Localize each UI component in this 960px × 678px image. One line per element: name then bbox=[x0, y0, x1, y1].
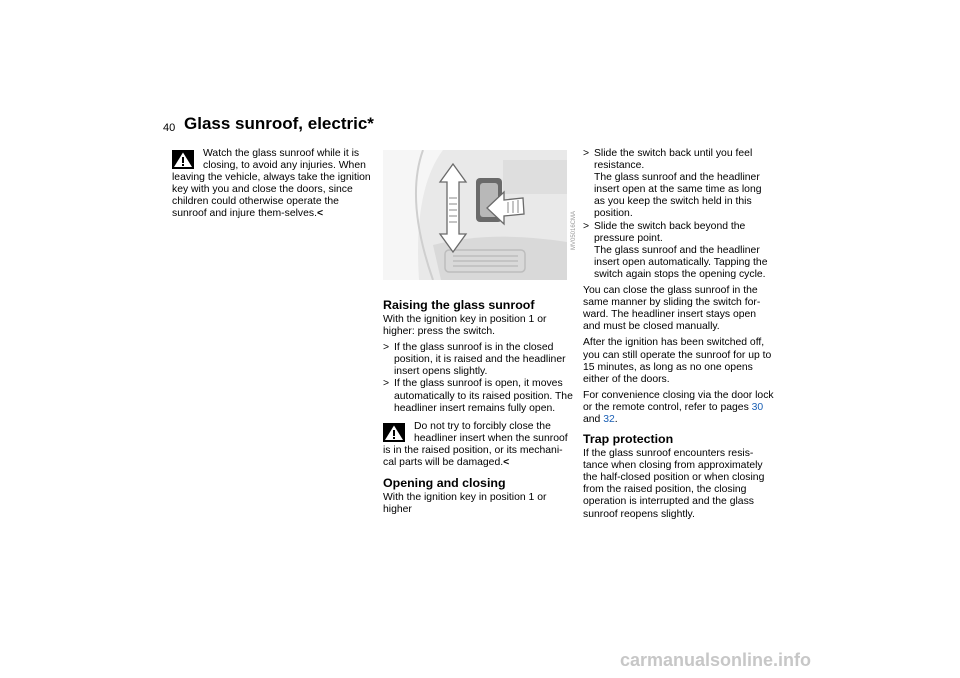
warning-icon bbox=[383, 423, 405, 442]
convenience-text: For convenience closing via the door lock or the remote control, refer to pages bbox=[583, 389, 774, 413]
list-item-continuation: The glass sunroof and the headliner insert open at the same time as long as you keep the switch held in this position. bbox=[594, 172, 762, 220]
trap-protection-paragraph: If the glass sunroof encounters resis-tance when closing from approximately the half-closed position or when closing from the raised position, the closing operation is interrupted and the glass sunroof reopens slightly. bbox=[583, 448, 765, 520]
list-item-text: If the glass sunroof is open, it moves automatically to its raised position. The headliner insert remains fully open. bbox=[394, 378, 573, 414]
watermark: carmanualsonline.info bbox=[620, 650, 812, 670]
closing-paragraph: You can close the glass sunroof in the same manner by sliding the switch for-ward. The headliner insert stays open and must be closed manually. bbox=[583, 285, 761, 333]
warning-icon bbox=[172, 150, 194, 169]
warning-note bbox=[172, 148, 375, 221]
section-heading-trap-protection: Trap protection bbox=[583, 432, 674, 447]
list-item bbox=[583, 148, 775, 221]
column-1 bbox=[172, 148, 375, 221]
column-3 bbox=[583, 148, 775, 525]
page-title: Glass sunroof, electric* bbox=[184, 114, 374, 133]
convenience-paragraph bbox=[583, 390, 775, 426]
raising-intro: With the ignition key in position 1 or higher: press the switch. bbox=[383, 314, 547, 338]
list-item-text: Slide the switch back until you feel resistance. bbox=[594, 148, 753, 172]
section-heading-opening: Opening and closing bbox=[383, 476, 506, 491]
figure-code: MV05016CMA bbox=[571, 210, 577, 250]
page-link-32[interactable]: 32 bbox=[603, 413, 615, 425]
warning-note bbox=[383, 421, 575, 469]
list-item-text: If the glass sunroof is in the closed position, it is raised and the headliner insert opens slightly. bbox=[394, 342, 566, 378]
end-mark: < bbox=[503, 457, 510, 469]
bullet-mark: > bbox=[383, 378, 390, 390]
sunroof-switch-illustration bbox=[383, 150, 567, 280]
column-2 bbox=[383, 298, 575, 520]
list-item-text: Slide the switch back beyond the pressure point. bbox=[594, 220, 746, 244]
warning-text: Do not try to forcibly close the headliner insert when the sunroof is in the raised position, or its mechani-cal parts will be damaged. bbox=[383, 420, 568, 469]
ignition-off-paragraph: After the ignition has been switched off, you can still operate the sunroof for up to 15 minutes, as long as no one opens either of the doors. bbox=[583, 337, 772, 385]
sentence-end: . bbox=[614, 413, 618, 425]
bullet-mark: > bbox=[383, 342, 390, 354]
list-item bbox=[383, 378, 575, 414]
bullet-mark: > bbox=[583, 220, 590, 232]
end-mark: < bbox=[316, 208, 324, 220]
conjunction-text: and bbox=[583, 413, 601, 425]
opening-intro: With the ignition key in position 1 or higher bbox=[383, 492, 547, 516]
bullet-mark: > bbox=[583, 148, 590, 159]
list-item bbox=[583, 221, 775, 281]
list-item bbox=[383, 342, 575, 378]
section-heading-raising: Raising the glass sunroof bbox=[383, 298, 535, 312]
page-link-30[interactable]: 30 bbox=[751, 401, 764, 413]
page-number: 40 bbox=[163, 122, 176, 134]
list-item-continuation: The glass sunroof and the headliner insert open automatically. Tapping the switch again stops the opening cycle. bbox=[594, 244, 768, 280]
warning-text: Watch the glass sunroof while it is closing, to avoid any injuries. When leaving the vehicle, always take the ignition key with you and close the doors, since children could otherwise operate the sunroof and injure them-selves. bbox=[172, 148, 371, 220]
